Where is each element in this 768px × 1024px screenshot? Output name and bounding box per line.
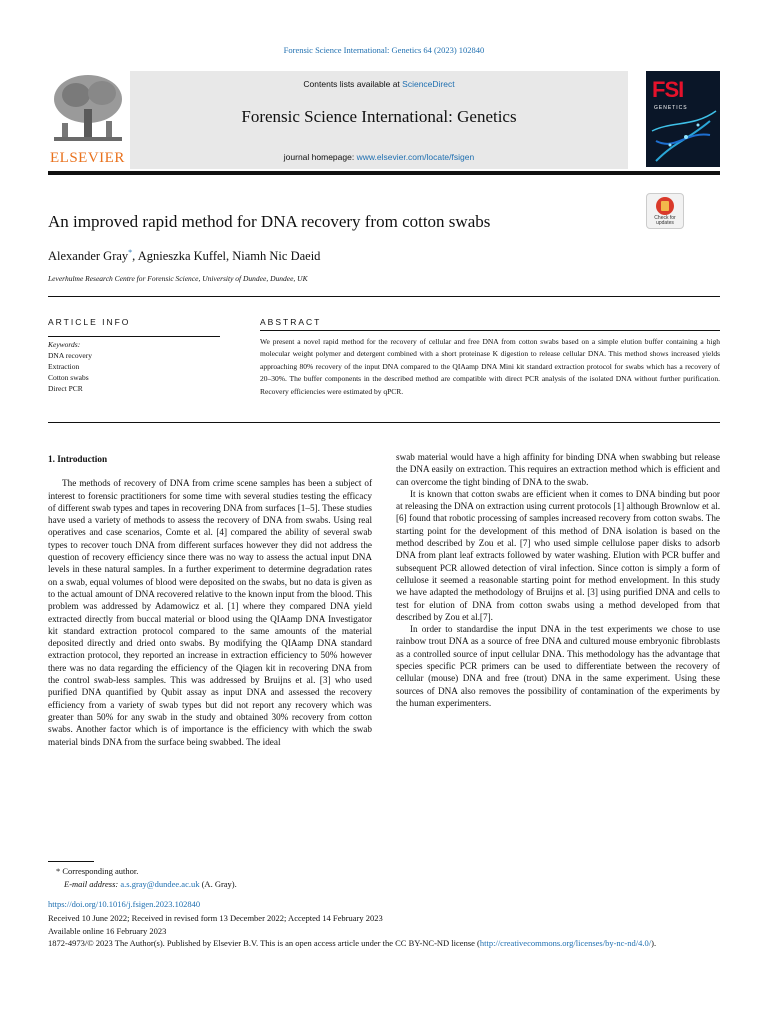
keywords-label: Keywords: bbox=[48, 340, 81, 349]
contents-line bbox=[130, 79, 628, 89]
divider bbox=[48, 422, 720, 423]
cover-subtitle: GENETICS bbox=[654, 105, 688, 111]
doi-link[interactable]: https://doi.org/10.1016/j.fsigen.2023.102840 bbox=[48, 899, 201, 909]
masthead-banner bbox=[130, 71, 628, 169]
author-name[interactable]: Alexander Gray bbox=[48, 249, 129, 264]
keyword: Direct PCR bbox=[48, 384, 83, 393]
cover-title: FSI bbox=[652, 77, 684, 102]
journal-cover-thumbnail[interactable] bbox=[646, 71, 720, 167]
received-dates: Received 10 June 2022; Received in revised form 13 December 2022; Accepted 14 February 2023 bbox=[48, 913, 383, 923]
divider bbox=[48, 336, 220, 337]
license-link[interactable]: http://creativecommons.org/licenses/by-nc-nd/4.0/ bbox=[479, 938, 652, 948]
contents-prefix: Contents lists available at bbox=[303, 79, 403, 89]
article-dates bbox=[48, 912, 383, 937]
coauthor-names[interactable]: , Agnieszka Kuffel, Niamh Nic Daeid bbox=[132, 249, 321, 264]
body-column-left bbox=[48, 451, 372, 748]
sciencedirect-link[interactable]: ScienceDirect bbox=[402, 79, 455, 89]
paragraph: In order to standardise the input DNA in the test experiments we chose to use rainbow trout DNA as a source of free DNA and cultured mouse embryonic fibroblasts as a controlled source of input cellular DNA. This methodology has the advantage that species specific PCR primers can be used to differentiate between the recovery of cellular (mouse) DNA and free (trout) DNA in the same experiment. Using these sources of DNA also removes the possibility of contamination of the experiments by the human experimenters. bbox=[396, 624, 720, 708]
license-end: ). bbox=[651, 938, 657, 948]
check-for-updates-button[interactable] bbox=[646, 193, 684, 229]
email-note bbox=[64, 878, 237, 890]
corresponding-author-mark[interactable]: * bbox=[128, 248, 133, 257]
divider bbox=[48, 296, 720, 297]
article-title: An improved rapid method for DNA recovery from cotton swabs bbox=[48, 212, 491, 231]
license-text: 1872-4973/© 2023 The Author(s). Published by Elsevier B.V. This is an open access article under the CC BY-NC-ND license ( bbox=[48, 938, 480, 948]
running-head[interactable]: Forensic Science International: Genetics 64 (2023) 102840 bbox=[283, 45, 485, 55]
homepage-prefix: journal homepage: bbox=[283, 152, 357, 162]
body-column-right bbox=[396, 451, 720, 709]
keyword: Extraction bbox=[48, 362, 80, 371]
keyword: Cotton swabs bbox=[48, 373, 89, 382]
section-heading-introduction: 1. Introduction bbox=[48, 454, 108, 464]
dna-helix-icon bbox=[646, 71, 720, 167]
masthead-rule bbox=[48, 171, 720, 175]
online-date: Available online 16 February 2023 bbox=[48, 925, 167, 936]
divider bbox=[260, 330, 720, 331]
paragraph: swab material would have a high affinity for binding DNA when swabbing but release the DNA easily on extraction. This requires an extraction method which is efficient and can overcome the tight binding of DNA to the swab. bbox=[396, 452, 720, 487]
article-info-heading: ARTICLE INFO bbox=[48, 317, 131, 327]
journal-masthead bbox=[48, 71, 720, 171]
crossmark-icon bbox=[656, 197, 674, 215]
journal-title: Forensic Science International: Genetics bbox=[241, 107, 517, 126]
homepage-line bbox=[130, 152, 628, 162]
elsevier-tree-logo[interactable] bbox=[48, 71, 128, 167]
affiliation: Leverhulme Research Centre for Forensic Science, University of Dundee, Dundee, UK bbox=[48, 274, 308, 283]
email-link[interactable]: a.s.gray@dundee.ac.uk bbox=[120, 879, 200, 889]
license-statement bbox=[48, 937, 720, 949]
abstract-heading: ABSTRACT bbox=[260, 317, 322, 327]
paragraph: It is known that cotton swabs are efficient when it comes to DNA binding but poor at releasing the DNA on extraction using current protocols [1] although Brownlow et al. [6] found that robotic processing of samples increased recovery from cotton swabs. The starting point for the development of this method of DNA isolation is based on the method described by Zou et al. [7] who used simple cellulose paper disks to adsorb DNA from plant leaf extracts followed by water washing. Elution with PCR buffer and subsequent PCR allowed detection of viral infection. Since cotton is simply a form of cellulose it seemed a reasonable starting point for method envelopment. In this study we have adapted the methodology of Bruijns et al. [3] using purified DNA and cells to test for elution of DNA from cotton swabs using a method developed from that described by Zou et al.[7]. bbox=[396, 488, 720, 622]
crossmark-line1: Check for bbox=[654, 215, 676, 221]
abstract-text: We present a novel rapid method for the recovery of cellular and free DNA from cotton swabs based on a simple elution buffer containing a high molecular weight polymer and detergent combined with a short proteinase K digestion to release cellular DNA. This method shows increased yields approaching 80% recovery of the input DNA compared to the QIAamp DNA Mini kit standard extraction protocol for swabs which has a recovery of 20–30%. The buffer components in the described method are compatible with direct PCR analysis of the isolated DNA without further purification. Recovery efficiencies were estimated by qPCR. bbox=[260, 337, 720, 396]
keyword: DNA recovery bbox=[48, 351, 92, 360]
journal-homepage-link[interactable]: www.elsevier.com/locate/fsigen bbox=[356, 152, 475, 162]
crossmark-line2: updates bbox=[656, 220, 674, 226]
corresponding-author-note: * Corresponding author. bbox=[56, 866, 139, 876]
email-label: E-mail address: bbox=[64, 879, 121, 889]
elsevier-wordmark: ELSEVIER bbox=[50, 150, 125, 166]
paragraph: The methods of recovery of DNA from crime scene samples has been a subject of interest to forensic practitioners for some time with several studies testing the efficacy of different swab types and tapes in recovering DNA from surfaces [1–5]. These studies have used a variety of methods to assess the recovery of DNA from swabs. Using real operatives and case scenarios, Comte et al. [4] compared the ability of several swab types to recover touch DNA from different surfaces however they did not address the question of recovery efficiency since there was no way to assess the actual input DNA levels in these natural samples. In a further experiment to determine degradation rates on a swab, equal volumes of blood were deposited on the swabs, but no data is given as to the actual amount of DNA recovered relative to the known input from the blood. This problem was addressed by Adamowicz et al. [1] where they compared DNA yield extracted directly from buccal material or blood using the QIAamp DNA Investigator kit standard extraction protocol compared to the same amounts of the material deposited directly and dried onto swabs. By modifying the QIAamp DNA standard extraction protocol, they reported an increase in extraction efficiency to 50% however there was no data regarding the efficiency of the Qiagen kit in recovering DNA from the control swab-less samples. This was addressed by Bruijns et al. [3] who used purified DNA quantified by Qubit assay as input DNA and assessed the recovery efficiency from a variety of swab types but did not report any recovery which was greater than 50% for any swab in the study and obtained 30% recovery from cotton swabs. Another factor which is of importance is the efficiency with which the swab material binds DNA from the surface being swabbed. The ideal bbox=[48, 478, 372, 747]
footnote-rule bbox=[48, 861, 94, 862]
email-suffix: (A. Gray). bbox=[199, 879, 237, 889]
keywords-list bbox=[48, 350, 92, 394]
author-list bbox=[48, 248, 320, 264]
